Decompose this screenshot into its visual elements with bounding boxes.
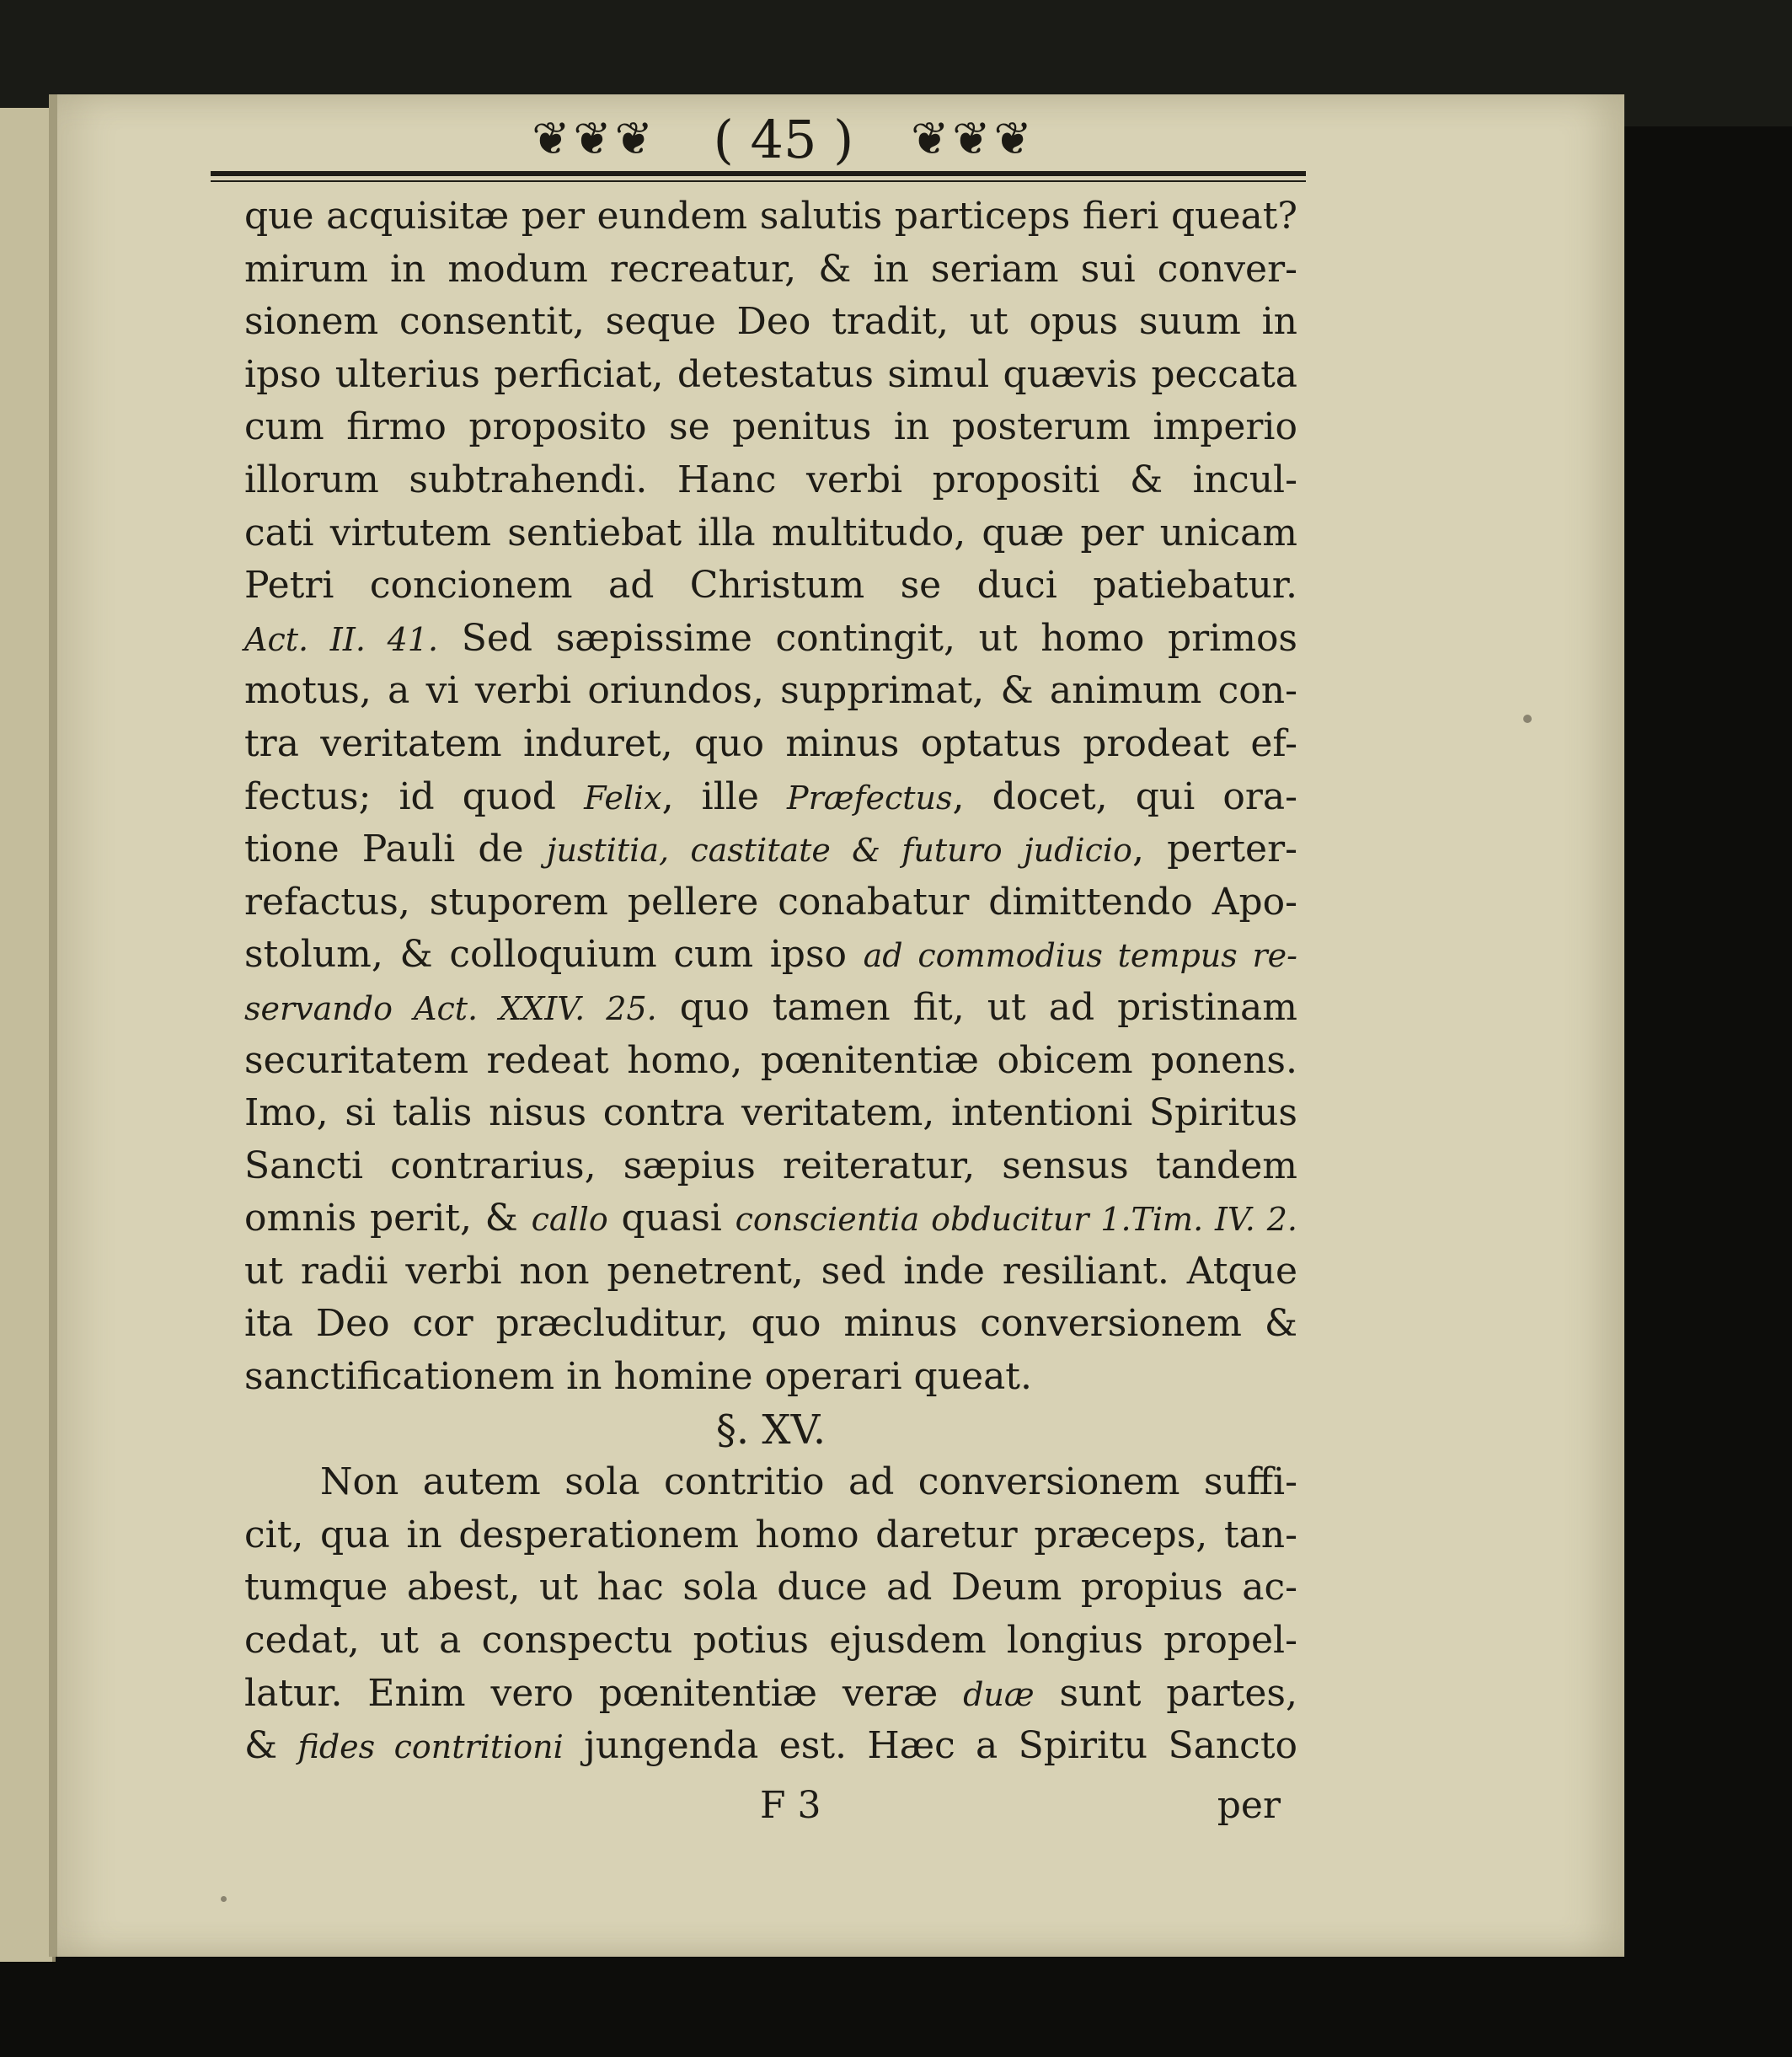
- body-text: [244, 190, 1297, 1773]
- text-line: refactus, stuporem pellere conabatur dimittendo Apo-: [244, 880, 1297, 924]
- text-line: & fides contritioni jungenda est. Hæc a Spiritu Sancto: [244, 1724, 1297, 1768]
- text-line: stolum, & colloquium cum ipso ad commodius tempus re-: [244, 933, 1297, 977]
- ornament-left-icon: ❦❦❦: [532, 112, 656, 165]
- text-line: cedat, ut a conspectu potius ejusdem longius propel-: [244, 1619, 1297, 1663]
- facing-page-edge: [0, 108, 56, 1962]
- text-line: ut radii verbi non penetrent, sed inde resiliant. Atque: [244, 1249, 1297, 1293]
- text-line: sionem consentit, seque Deo tradit, ut opus suum in: [244, 300, 1297, 344]
- text-line: motus, a vi verbi oriundos, supprimat, & animum con-: [244, 669, 1297, 713]
- text-line: omnis perit, & callo quasi conscientia obducitur 1.Tim. IV. 2.: [244, 1197, 1297, 1240]
- signature-mark: F 3: [760, 1784, 821, 1827]
- text-line: tione Pauli de justitia, castitate & futuro judicio, perter-: [244, 828, 1297, 871]
- text-line: servando Act. XXIV. 25. quo tamen fit, ut ad pristinam: [244, 985, 1297, 1029]
- paper-speck: [221, 1896, 227, 1902]
- text-line: Imo, si talis nisus contra veritatem, intentioni Spiritus: [244, 1091, 1297, 1135]
- text-line: latur. Enim vero pœnitentiæ veræ duæ sunt partes,: [244, 1671, 1297, 1715]
- text-line: securitatem redeat homo, pœnitentiæ obicem ponens.: [244, 1038, 1297, 1082]
- text-line: ipso ulterius perficiat, detestatus simul quævis peccata: [244, 352, 1297, 396]
- text-line: Sancti contrarius, sæpius reiteratur, sensus tandem: [244, 1144, 1297, 1187]
- text-line: tumque abest, ut hac sola duce ad Deum propius ac-: [244, 1566, 1297, 1610]
- text-line: illorum subtrahendi. Hanc verbi propositi & incul-: [244, 458, 1297, 501]
- text-line: ita Deo cor præcluditur, quo minus conversionem &: [244, 1302, 1297, 1346]
- text-line: cum firmo proposito se penitus in posterum imperio: [244, 405, 1297, 449]
- page-number: ( 45 ): [713, 109, 854, 170]
- text-line: tra veritatem induret, quo minus optatus prodeat ef-: [244, 721, 1297, 765]
- text-line: sanctificationem in homine operari queat.: [244, 1355, 1032, 1399]
- running-header: [253, 106, 1314, 174]
- text-line: cati virtutem sentiebat illa multitudo, quæ per unicam: [244, 511, 1297, 554]
- catchword: per: [1217, 1784, 1281, 1827]
- text-line: Petri concionem ad Christum se duci patiebatur.: [244, 564, 1297, 608]
- text-line: cit, qua in desperationem homo daretur præceps, tan-: [244, 1513, 1297, 1556]
- paper-speck: [1523, 715, 1532, 723]
- header-rule: [211, 171, 1306, 176]
- section-heading: §. XV.: [715, 1406, 826, 1454]
- ornament-right-icon: ❦❦❦: [911, 112, 1035, 165]
- text-line: Act. II. 41. Sed sæpissime contingit, ut homo primos: [244, 616, 1298, 660]
- text-line: que acquisitæ per eundem salutis particeps fieri queat?: [244, 195, 1297, 238]
- text-line: mirum in modum recreatur, & in seriam sui conver-: [244, 247, 1297, 291]
- text-line: Non autem sola contritio ad conversionem suffi-: [320, 1460, 1297, 1504]
- page-footer: [244, 1776, 1281, 1835]
- header-rule-thin: [211, 180, 1306, 182]
- text-line: fectus; id quod Felix, ille Præfectus, docet, qui ora-: [244, 774, 1297, 818]
